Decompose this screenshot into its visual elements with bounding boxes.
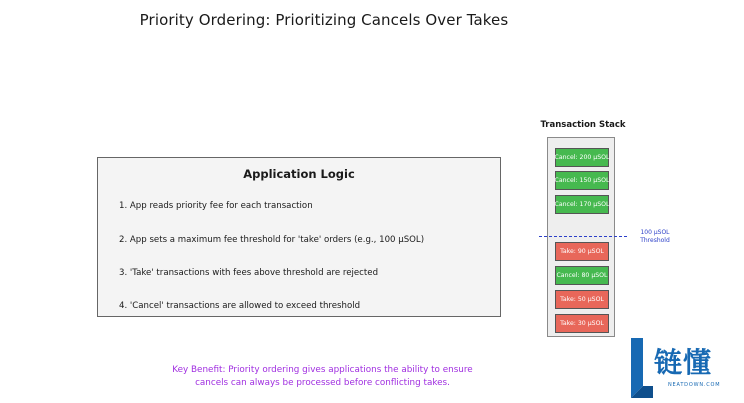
threshold-label-text: Threshold — [640, 237, 670, 244]
watermark-logo-subtext: NEATDOWN.COM — [668, 382, 721, 388]
watermark-logo-icon — [629, 336, 653, 400]
transaction-cancel: Cancel: 200 μSOL — [555, 148, 609, 167]
application-logic-panel — [97, 157, 501, 317]
threshold-label-value: 100 μSOL — [640, 229, 670, 236]
watermark-logo-text: 链懂 — [654, 346, 713, 379]
logic-step-4: 4. 'Cancel' transactions are allowed to exceed threshold — [119, 301, 361, 311]
logic-step-2: 2. App sets a maximum fee threshold for 'take' orders (e.g., 100 μSOL) — [119, 235, 425, 245]
transaction-cancel: Cancel: 150 μSOL — [555, 171, 609, 190]
transaction-take: Take: 50 μSOL — [555, 290, 609, 309]
logic-step-1: 1. App reads priority fee for each transaction — [119, 201, 313, 211]
threshold-line — [539, 236, 627, 237]
key-benefit-line-1: Key Benefit: Priority ordering gives applications the ability to ensure — [172, 365, 473, 375]
application-logic-heading: Application Logic — [243, 167, 355, 181]
transaction-stack — [547, 137, 615, 337]
key-benefit-line-2: cancels can always be processed before conflicting takes. — [195, 378, 450, 388]
threshold-label — [632, 229, 678, 245]
transaction-stack-label: Transaction Stack — [540, 120, 626, 130]
transaction-take: Take: 90 μSOL — [555, 242, 609, 261]
transaction-take: Take: 30 μSOL — [555, 314, 609, 333]
diagram-title: Priority Ordering: Prioritizing Cancels Over Takes — [139, 11, 509, 29]
transaction-cancel: Cancel: 170 μSOL — [555, 195, 609, 214]
key-benefit-note — [120, 364, 525, 390]
transaction-cancel: Cancel: 80 μSOL — [555, 266, 609, 285]
logic-step-3: 3. 'Take' transactions with fees above threshold are rejected — [119, 268, 379, 278]
